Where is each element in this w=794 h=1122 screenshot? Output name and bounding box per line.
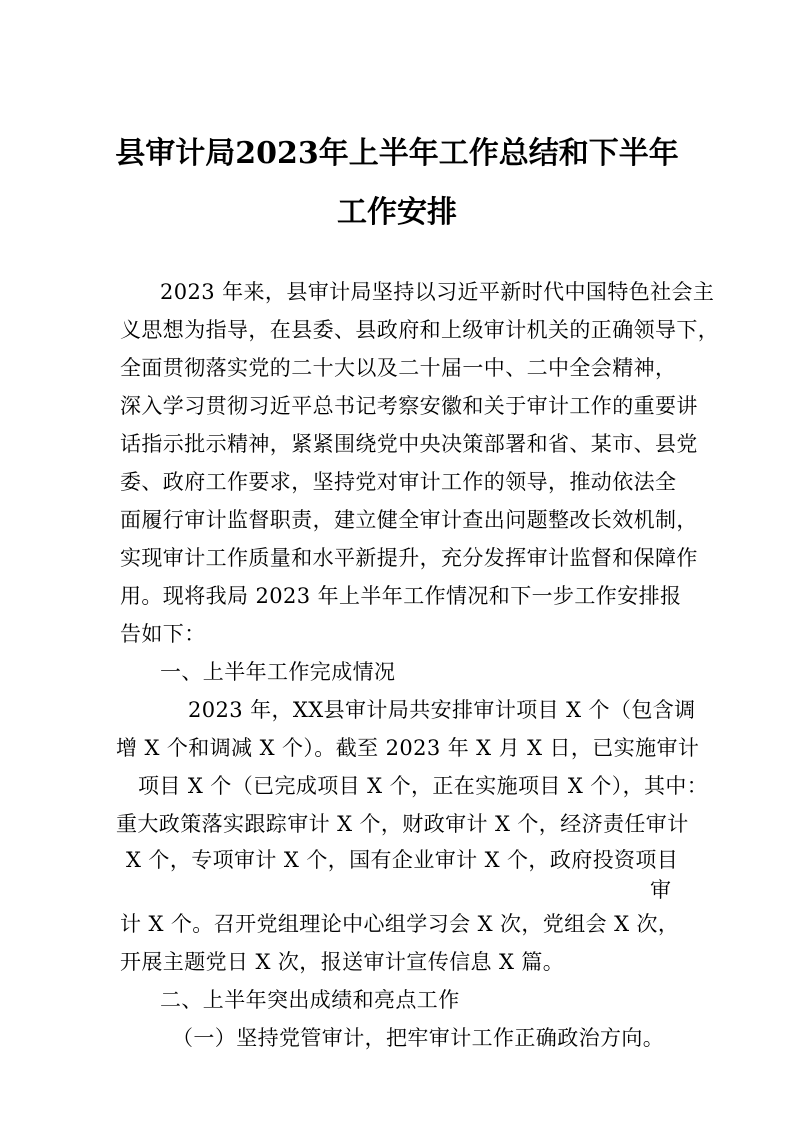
intro-line-9: 用。现将我局 2023 年上半年工作情况和下一步工作安排报 [120,584,682,608]
intro-line-2: 义思想为指导，在县委、县政府和上级审计机关的正确领导下， [120,318,720,342]
section-1-line-7: 计 X 个。召开党组理论中心组学习会 X 次，党组会 X 次， [120,912,680,936]
section-1-line-4: 重大政策落实跟踪审计 X 个，财政审计 X 个，经济责任审计 [116,812,689,836]
section-2-heading: 二、上半年突出成绩和亮点工作 [160,988,460,1012]
intro-line-4: 深入学习贯彻习近平总书记考察安徽和关于审计工作的重要讲 [120,394,698,418]
section-2-subheading-1: （一）坚持党管审计，把牢审计工作正确政治方向。 [172,1026,665,1050]
intro-line-1: 2023 年来，县审计局坚持以习近平新时代中国特色社会主 [160,280,715,304]
document-title-line-2: 工作安排 [337,195,457,230]
section-1-line-2: 增 X 个和调减 X 个）。截至 2023 年 X 月 X 日，已实施审计 [116,736,700,760]
section-1-line-5: X 个，专项审计 X 个，国有企业审计 X 个，政府投资项目 [126,848,679,872]
intro-line-6: 委、政府工作要求，坚持党对审计工作的领导，推动依法全 [120,470,677,494]
section-1-line-3: 项目 X 个（已完成项目 X 个，正在实施项目 X 个），其中： [138,774,709,798]
document-title-line-1: 县审计局2023年上半年工作总结和下半年 [115,136,679,171]
section-1-line-6: 审 [650,878,672,902]
section-1-line-1: 2023 年，XX县审计局共安排审计项目 X 个（包含调 [188,698,696,722]
section-1-line-8: 开展主题党日 X 次，报送审计宣传信息 X 篇。 [120,950,565,974]
intro-line-10: 告如下： [120,622,206,646]
intro-line-3: 全面贯彻落实党的二十大以及二十届一中、二中全会精神， [120,356,677,380]
section-1-heading: 一、上半年工作完成情况 [160,660,396,684]
intro-line-5: 话指示批示精神，紧紧围绕党中央决策部署和省、某市、县党 [120,432,698,456]
intro-line-8: 实现审计工作质量和水平新提升，充分发挥审计监督和保障作 [120,546,698,570]
intro-line-7: 面履行审计监督职责，建立健全审计查出问题整改长效机制， [120,508,698,532]
